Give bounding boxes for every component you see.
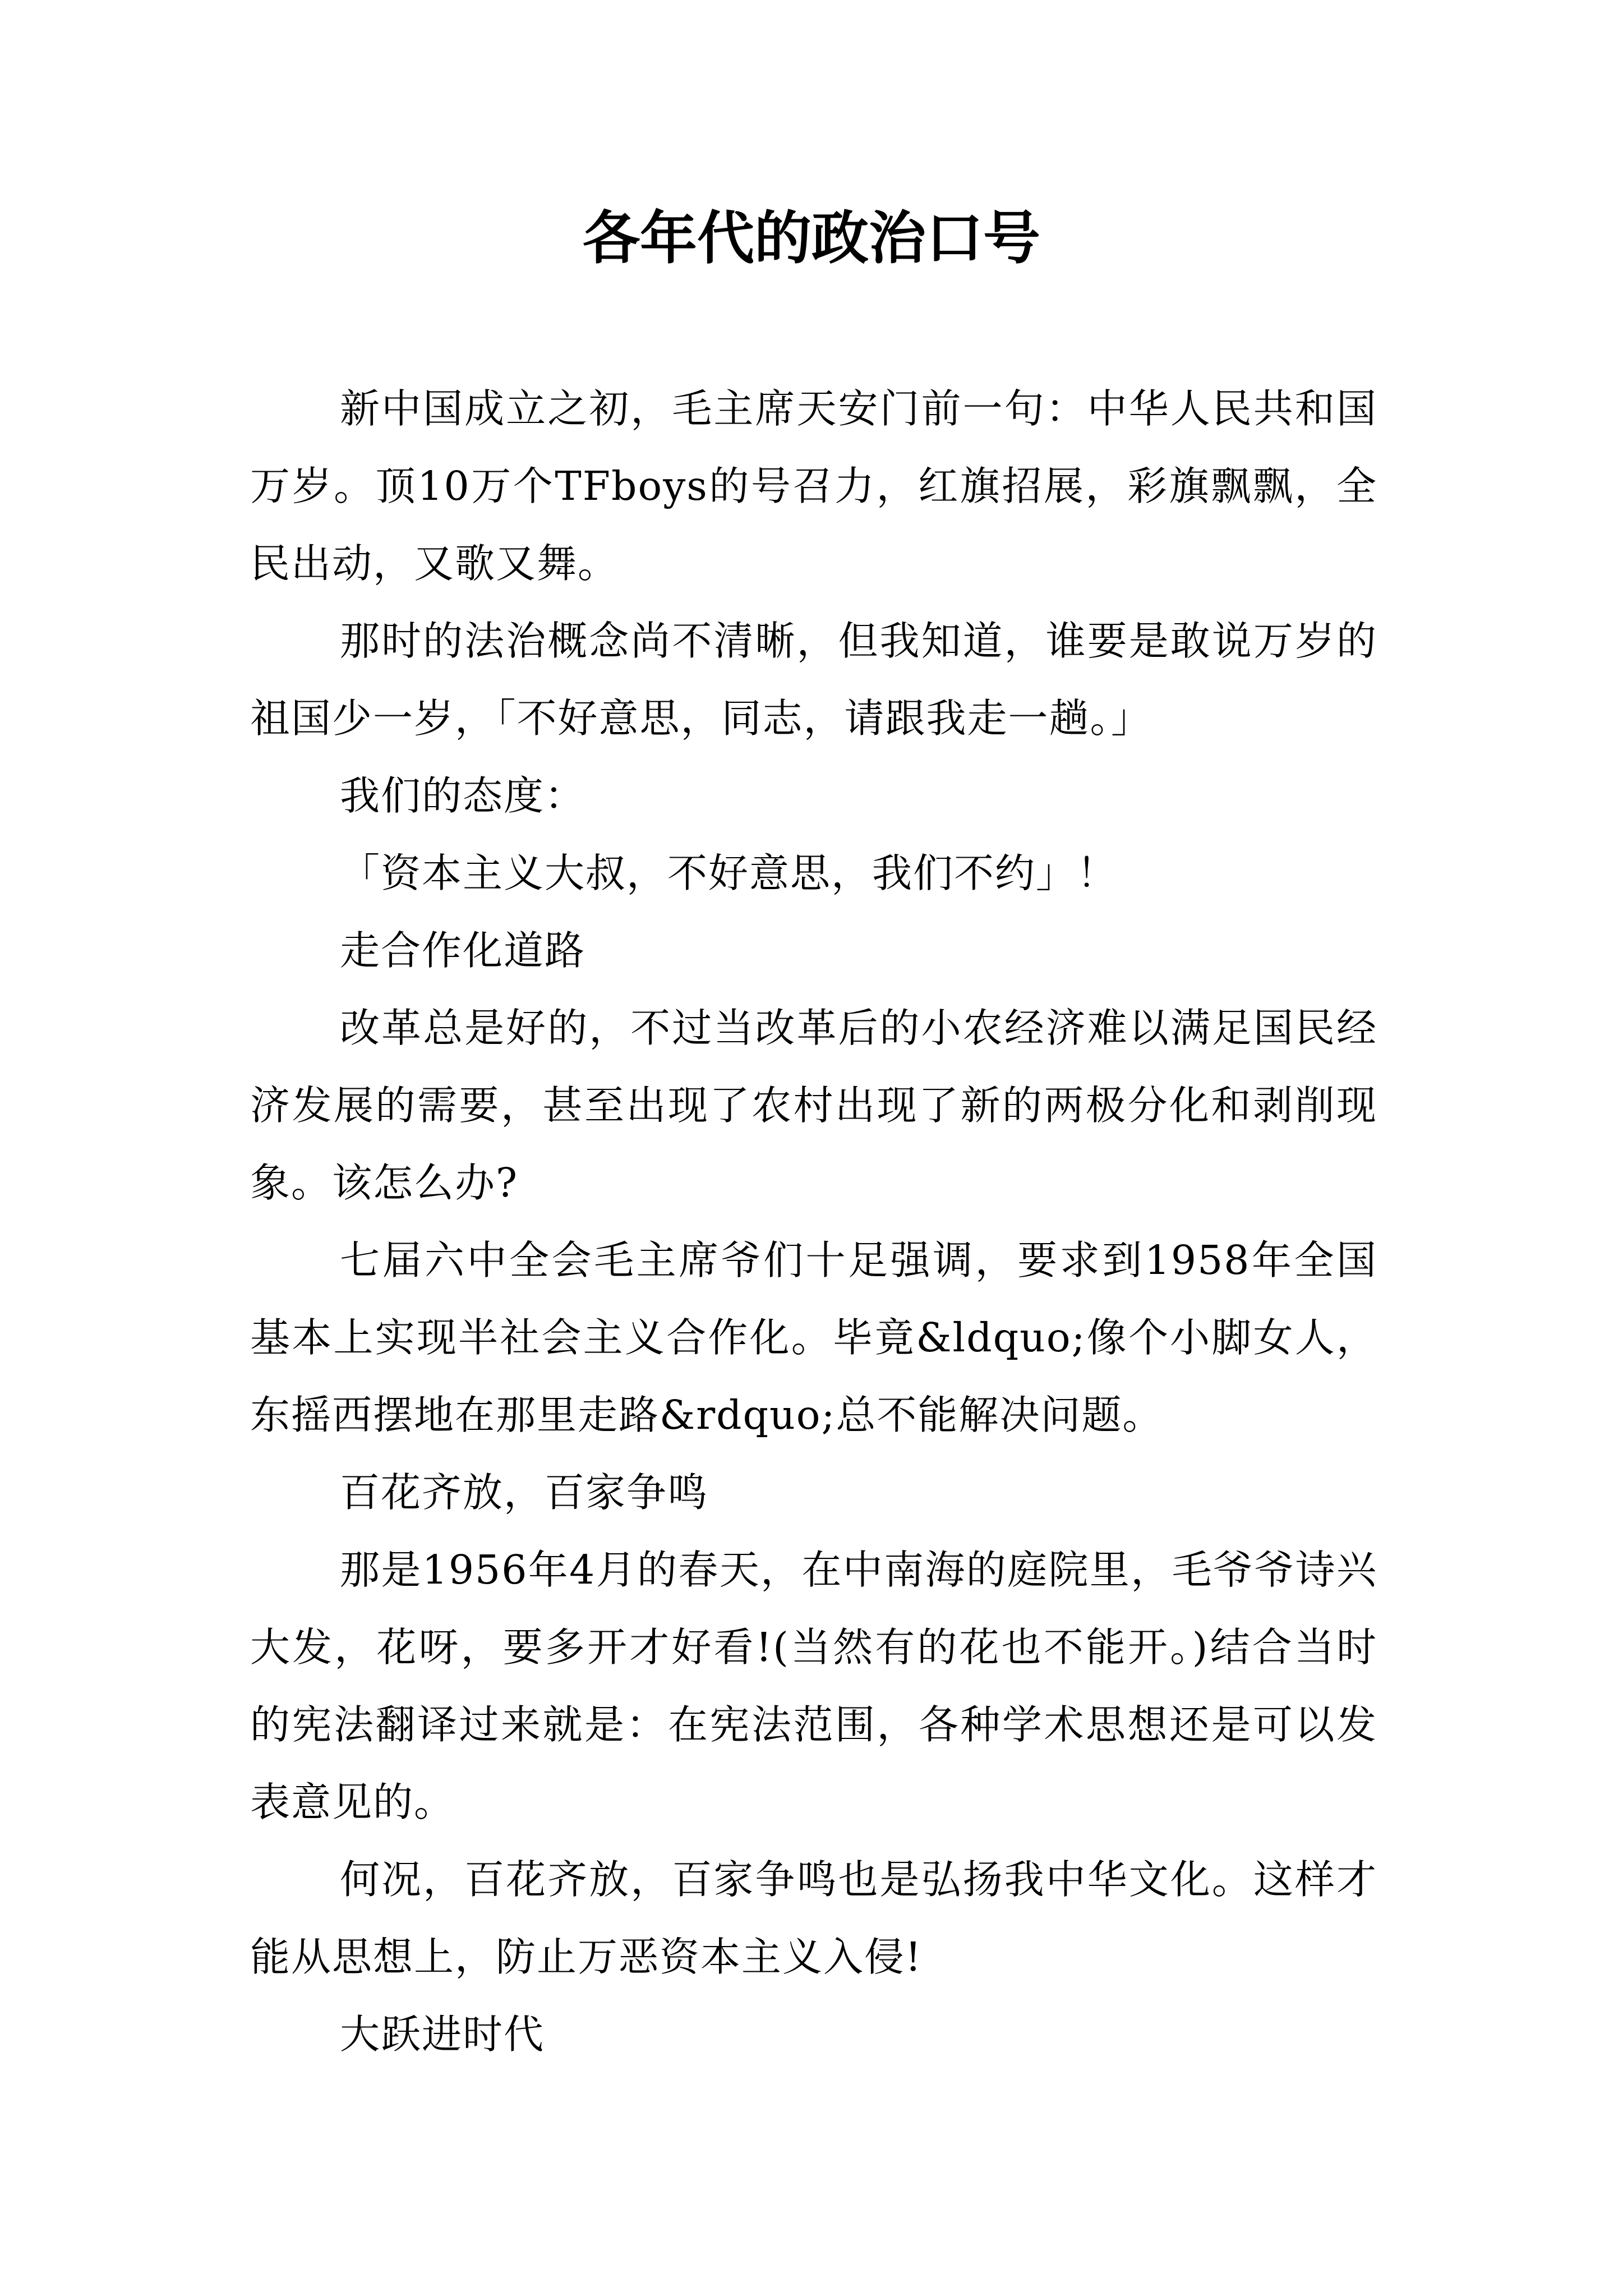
paragraph: 那时的法治概念尚不清晰，但我知道，谁要是敢说万岁的祖国少一岁，「不好意思，同志，请跟我走一趟。」: [250, 618, 1377, 742]
section-heading: 大跃进时代: [340, 2011, 545, 2058]
paragraph: 那是1956年4月的春天，在中南海的庭院里，毛爷爷诗兴大发，花呀，要多开才好看!(当然有的花也不能开。)结合当时的宪法翻译过来就是：在宪法范围，各种学术思想还是可以发表意见的。: [250, 1547, 1377, 1825]
section-heading: 百花齐放，百家争鸣: [340, 1469, 709, 1516]
paragraph: 新中国成立之初，毛主席天安门前一句：中华人民共和国万岁。顶10万个TFboys的号召力，红旗招展，彩旗飘飘，全民出动，又歌又舞。: [250, 385, 1377, 587]
paragraph: 「资本主义大叔，不好意思，我们不约」！: [340, 850, 1118, 896]
paragraph: 何况，百花齐放，百家争鸣也是弘扬我中华文化。这样才能从思想上，防止万恶资本主义入侵!: [250, 1856, 1377, 1980]
section-heading: 走合作化道路: [340, 927, 586, 974]
paragraph: 我们的态度：: [340, 772, 586, 819]
paragraph: 改革总是好的，不过当改革后的小农经济难以满足国民经济发展的需要，甚至出现了农村出现了新的两极分化和剥削现象。该怎么办?: [250, 1005, 1377, 1206]
document-title: 各年代的政治口号: [583, 205, 1040, 272]
document-body: [250, 370, 1377, 2073]
paragraph: 七届六中全会毛主席爷们十足强调，要求到1958年全国基本上实现半社会主义合作化。毕竟&ldquo;像个小脚女人，东摇西摆地在那里走路&rdquo;总不能解决问题。: [250, 1237, 1377, 1438]
